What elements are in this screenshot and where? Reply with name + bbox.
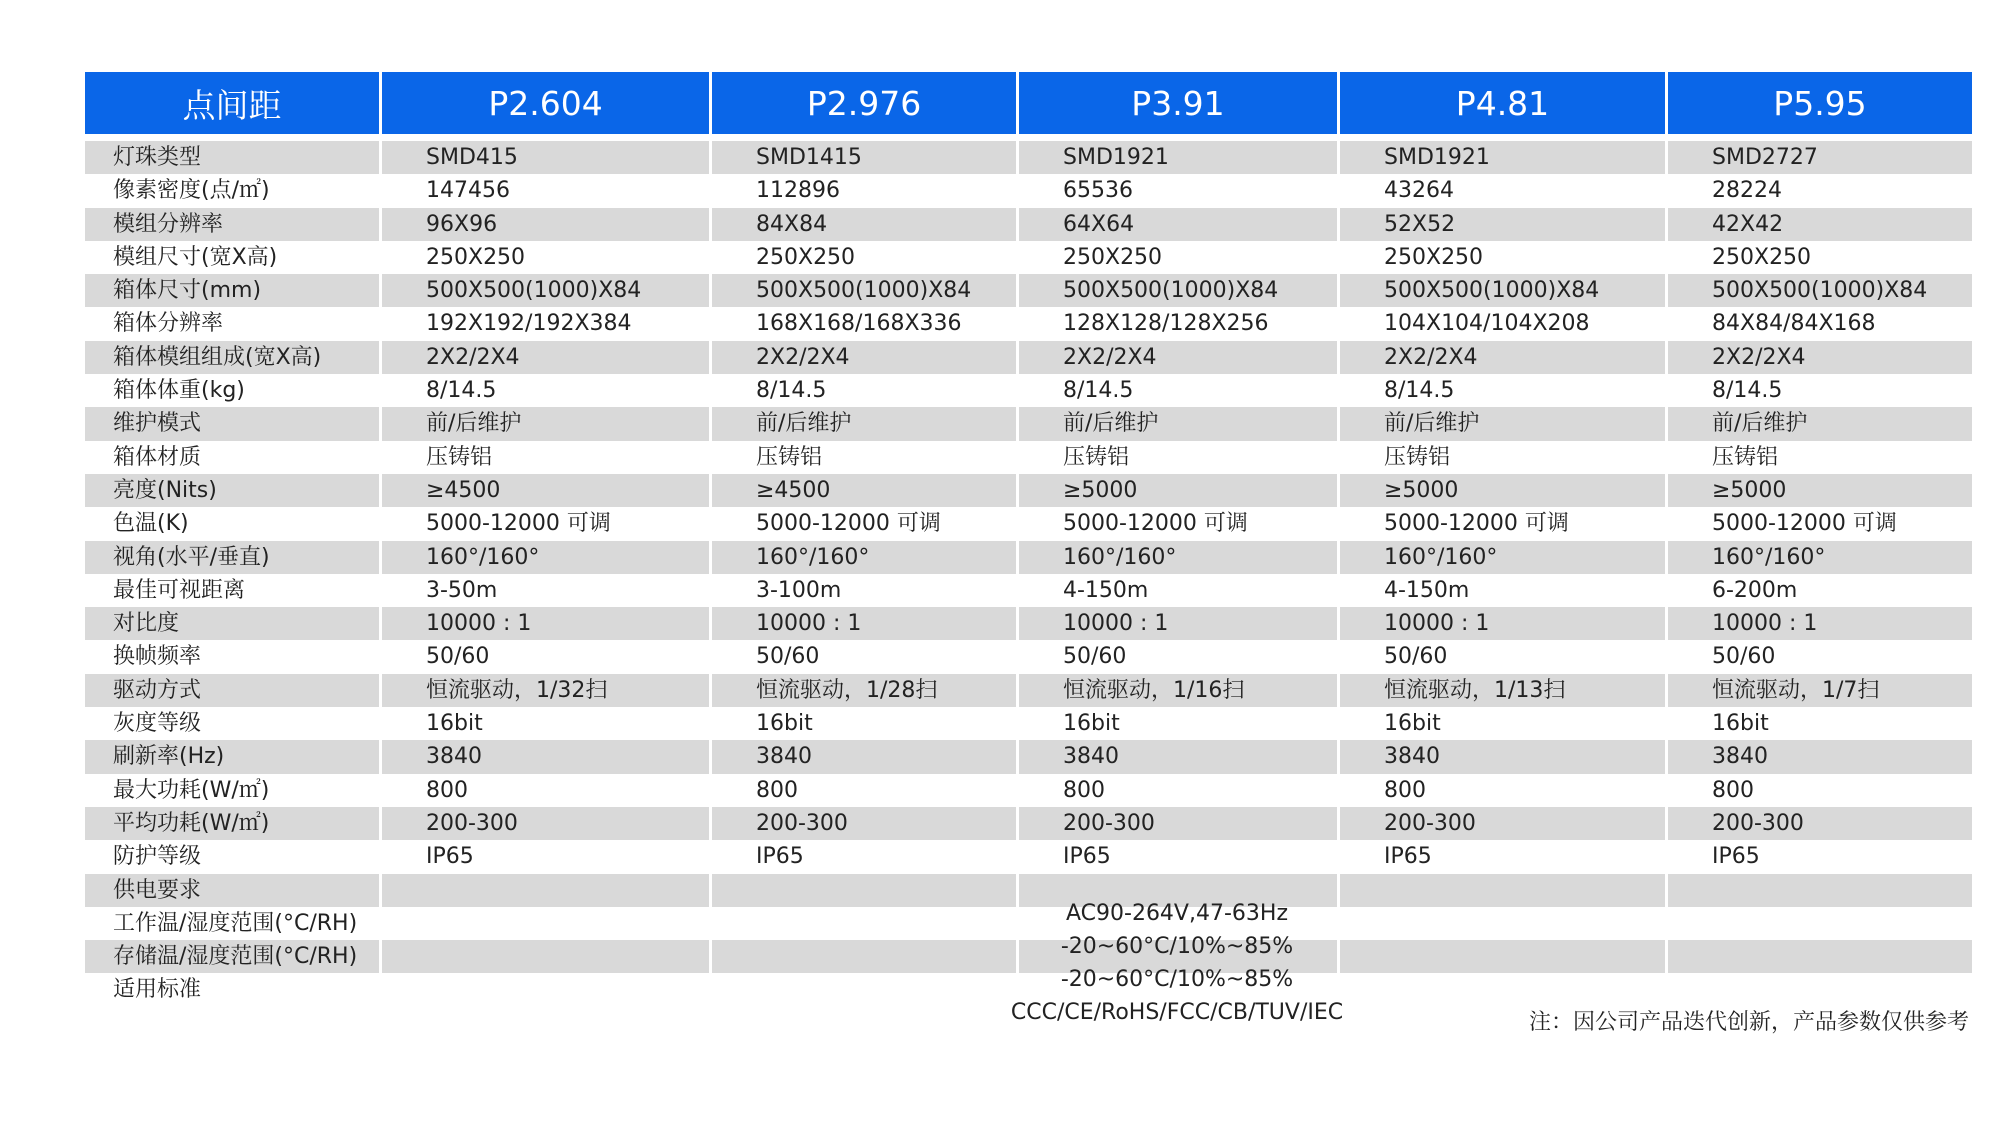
table-cell: 160°/160°	[382, 541, 712, 574]
table-cell: SMD1921	[1019, 141, 1340, 174]
table-row	[85, 307, 1972, 340]
table-cell: 250X250	[382, 241, 712, 274]
merged-value: AC90-264V,47-63Hz	[1065, 900, 1288, 926]
table-cell: 250X250	[1340, 241, 1668, 274]
table-cell: 8/14.5	[382, 374, 712, 407]
table-cell: 压铸铝	[712, 441, 1019, 474]
row-label: 适用标准	[85, 973, 382, 1006]
table-cell: 16bit	[1340, 707, 1668, 740]
table-cell: IP65	[382, 840, 712, 873]
table-cell: 前/后维护	[382, 407, 712, 440]
row-label: 存储温/湿度范围(°C/RH)	[85, 940, 382, 973]
table-cell: ≥5000	[1668, 474, 1972, 507]
table-row	[85, 674, 1972, 707]
table-cell: ≥4500	[382, 474, 712, 507]
table-cell: 50/60	[1019, 640, 1340, 673]
table-cell: SMD2727	[1668, 141, 1972, 174]
table-row	[85, 174, 1972, 207]
row-label: 箱体体重(kg)	[85, 374, 382, 407]
table-row	[85, 774, 1972, 807]
table-cell: 10000 : 1	[1340, 607, 1668, 640]
table-cell: 500X500(1000)X84	[1668, 274, 1972, 307]
disclaimer-note: 注：因公司产品迭代创新，产品参数仅供参考	[1528, 1010, 1969, 1035]
header-model-p391: P3.91	[1019, 72, 1340, 134]
row-label: 箱体分辨率	[85, 307, 382, 340]
table-cell: 8/14.5	[1340, 374, 1668, 407]
table-cell: 10000 : 1	[1668, 607, 1972, 640]
table-cell: IP65	[1019, 840, 1340, 873]
table-cell: 2X2/2X4	[1668, 341, 1972, 374]
table-cell: 200-300	[1019, 807, 1340, 840]
table-cell: 10000 : 1	[1019, 607, 1340, 640]
row-label: 刷新率(Hz)	[85, 740, 382, 773]
row-label: 视角(水平/垂直)	[85, 541, 382, 574]
table-row	[85, 407, 1972, 440]
table-cell: IP65	[712, 840, 1019, 873]
row-label: 箱体模组组成(宽X高)	[85, 341, 382, 374]
row-label: 驱动方式	[85, 674, 382, 707]
table-cell: 28224	[1712, 178, 1782, 204]
table-cell: 800	[382, 774, 712, 807]
table-cell: 16bit	[1712, 711, 1769, 737]
table-cell: 160°/160°	[1340, 541, 1668, 574]
table-cell: 压铸铝	[1019, 441, 1340, 474]
table-row	[85, 607, 1972, 640]
table-cell: 恒流驱动，1/16扫	[1019, 674, 1340, 707]
table-cell: 200-300	[1668, 807, 1972, 840]
table-cell: 恒流驱动，1/32扫	[382, 674, 712, 707]
table-cell: 50/60	[382, 640, 712, 673]
table-cell: 147456	[382, 174, 712, 207]
table-cell: 前/后维护	[1340, 407, 1668, 440]
table-cell: 16bit	[712, 707, 1019, 740]
table-header-row	[85, 72, 1972, 134]
table-cell: 50/60	[1712, 644, 1776, 670]
row-label: 最佳可视距离	[85, 574, 382, 607]
table-cell: SMD415	[382, 141, 712, 174]
table-cell: 5000-12000 可调	[1340, 507, 1668, 540]
row-label: 工作温/湿度范围(°C/RH)	[85, 907, 382, 940]
table-cell: 3840	[382, 740, 712, 773]
table-row	[85, 740, 1972, 773]
table-cell: 2X2/2X4	[712, 341, 1019, 374]
table-cell: ≥4500	[712, 474, 1019, 507]
table-body	[85, 141, 1972, 1007]
table-row	[85, 341, 1972, 374]
table-row	[85, 141, 1972, 174]
table-cell: 6-200m	[1712, 577, 1798, 603]
row-label: 色温(K)	[85, 507, 382, 540]
row-label: 箱体尺寸(mm)	[85, 274, 382, 307]
row-label: 灯珠类型	[85, 141, 382, 174]
table-cell: 200-300	[382, 807, 712, 840]
table-cell: 10000 : 1	[382, 607, 712, 640]
table-cell: 50/60	[712, 640, 1019, 673]
row-label: 维护模式	[85, 407, 382, 440]
table-cell: 16bit	[1019, 707, 1340, 740]
table-cell: 250X250	[1712, 244, 1812, 270]
table-cell: 800	[712, 774, 1019, 807]
table-cell: 压铸铝	[1340, 441, 1668, 474]
row-label: 防护等级	[85, 840, 382, 873]
table-cell: 压铸铝	[1712, 444, 1779, 470]
table-cell: 压铸铝	[382, 441, 712, 474]
table-row	[85, 707, 1972, 740]
table-cell: 168X168/168X336	[712, 307, 1019, 340]
table-cell: 4-150m	[1019, 574, 1340, 607]
table-cell: 恒流驱动，1/13扫	[1340, 674, 1668, 707]
table-cell: 160°/160°	[1019, 541, 1340, 574]
table-cell: 112896	[712, 174, 1019, 207]
table-cell: 恒流驱动，1/7扫	[1668, 674, 1972, 707]
table-cell: 250X250	[1019, 241, 1340, 274]
table-cell: 恒流驱动，1/28扫	[712, 674, 1019, 707]
row-label: 灰度等级	[85, 707, 382, 740]
row-label: 最大功耗(W/㎡)	[85, 774, 382, 807]
table-cell: 3840	[712, 740, 1019, 773]
table-cell: 3840	[1019, 740, 1340, 773]
table-row	[85, 840, 1972, 873]
merged-value: -20~60°C/10%~85%	[1060, 967, 1294, 993]
table-cell: 65536	[1019, 174, 1340, 207]
header-model-p2976: P2.976	[712, 72, 1019, 134]
table-cell: 43264	[1340, 174, 1668, 207]
header-model-p2604: P2.604	[382, 72, 712, 134]
table-cell: 3-50m	[382, 574, 712, 607]
table-cell: 84X84	[712, 208, 1019, 241]
table-cell: 84X84/84X168	[1712, 311, 1876, 337]
table-cell: 800	[1340, 774, 1668, 807]
merged-value: CCC/CE/RoHS/FCC/CB/TUV/IEC	[1010, 1000, 1344, 1026]
table-row	[85, 208, 1972, 241]
merged-value: -20~60°C/10%~85%	[1060, 933, 1294, 959]
table-cell: 160°/160°	[1668, 541, 1972, 574]
row-label: 供电要求	[85, 874, 382, 907]
table-cell: IP65	[1712, 844, 1760, 870]
table-cell: 800	[1019, 774, 1340, 807]
table-row	[85, 374, 1972, 407]
table-cell: 104X104/104X208	[1340, 307, 1668, 340]
table-cell: ≥5000	[1019, 474, 1340, 507]
table-cell: 5000-12000 可调	[1712, 511, 1897, 537]
table-cell: 3840	[1668, 740, 1972, 773]
table-row	[85, 507, 1972, 540]
row-label: 箱体材质	[85, 441, 382, 474]
row-label: 模组尺寸(宽X高)	[85, 241, 382, 274]
row-label: 像素密度(点/㎡)	[85, 174, 382, 207]
table-cell: 500X500(1000)X84	[1340, 274, 1668, 307]
table-cell: 500X500(1000)X84	[712, 274, 1019, 307]
table-row	[85, 541, 1972, 574]
row-label: 模组分辨率	[85, 208, 382, 241]
table-row	[85, 807, 1972, 840]
table-cell: 前/后维护	[712, 407, 1019, 440]
table-cell: 5000-12000 可调	[382, 507, 712, 540]
row-label: 换帧频率	[85, 640, 382, 673]
table-cell: 200-300	[712, 807, 1019, 840]
table-row	[85, 241, 1972, 274]
table-cell: 2X2/2X4	[382, 341, 712, 374]
table-cell: ≥5000	[1340, 474, 1668, 507]
table-cell: 42X42	[1668, 208, 1972, 241]
header-model-p481: P4.81	[1340, 72, 1668, 134]
header-model-p595: P5.95	[1668, 72, 1972, 134]
table-cell: 800	[1712, 777, 1754, 803]
table-cell: 500X500(1000)X84	[1019, 274, 1340, 307]
table-cell: 8/14.5	[712, 374, 1019, 407]
row-label: 亮度(Nits)	[85, 474, 382, 507]
table-cell: 50/60	[1340, 640, 1668, 673]
header-label-pitch: 点间距	[85, 72, 382, 134]
table-row	[85, 441, 1972, 474]
row-label: 平均功耗(W/㎡)	[85, 807, 382, 840]
table-cell: 160°/160°	[712, 541, 1019, 574]
table-cell: 8/14.5	[1712, 378, 1783, 404]
table-row	[85, 274, 1972, 307]
table-cell: 3840	[1340, 740, 1668, 773]
table-cell: 10000 : 1	[712, 607, 1019, 640]
table-cell: 96X96	[382, 208, 712, 241]
table-row	[85, 640, 1972, 673]
table-cell: 16bit	[382, 707, 712, 740]
table-cell: 前/后维护	[1019, 407, 1340, 440]
table-cell: SMD1415	[712, 141, 1019, 174]
table-cell: 250X250	[712, 241, 1019, 274]
row-label: 对比度	[85, 607, 382, 640]
table-cell: 64X64	[1019, 208, 1340, 241]
table-cell: 前/后维护	[1668, 407, 1972, 440]
table-cell: 4-150m	[1340, 574, 1668, 607]
table-row	[85, 574, 1972, 607]
table-cell: 5000-12000 可调	[712, 507, 1019, 540]
table-cell: 192X192/192X384	[382, 307, 712, 340]
table-cell: 8/14.5	[1019, 374, 1340, 407]
table-cell: 2X2/2X4	[1340, 341, 1668, 374]
table-cell: 200-300	[1340, 807, 1668, 840]
table-cell: 5000-12000 可调	[1019, 507, 1340, 540]
table-cell: IP65	[1340, 840, 1668, 873]
table-row	[85, 474, 1972, 507]
table-cell: 500X500(1000)X84	[382, 274, 712, 307]
table-cell: 3-100m	[712, 574, 1019, 607]
table-cell: 52X52	[1340, 208, 1668, 241]
table-cell: 2X2/2X4	[1019, 341, 1340, 374]
table-cell: 128X128/128X256	[1019, 307, 1340, 340]
table-cell: SMD1921	[1340, 141, 1668, 174]
